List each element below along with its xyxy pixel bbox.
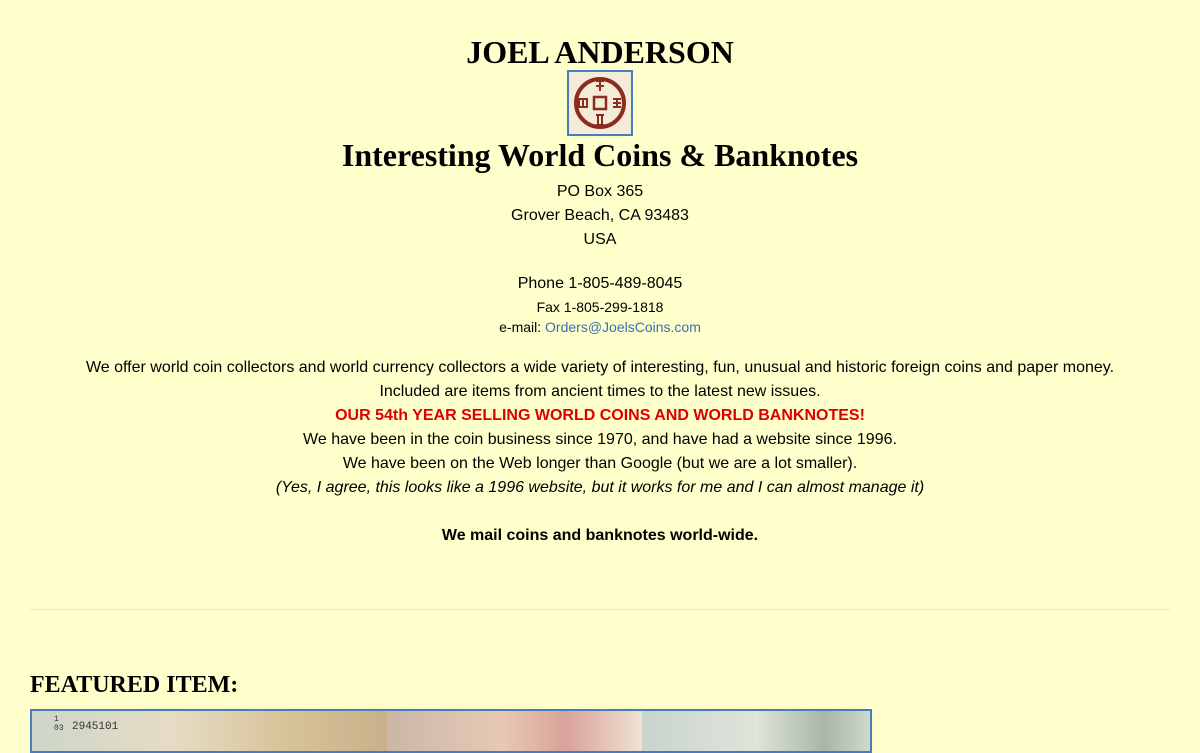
web-history: We have been on the Web longer than Google (but we are a lot smaller). xyxy=(342,455,858,472)
banknote-middle xyxy=(387,711,642,751)
banknote-right xyxy=(642,711,870,751)
featured-heading: FEATURED ITEM: xyxy=(30,672,239,698)
fax-number: Fax 1-805-299-1818 xyxy=(536,299,664,315)
coin-logo-image xyxy=(567,70,633,136)
site-title: JOEL ANDERSON xyxy=(466,34,734,70)
phone-number: Phone 1-805-489-8045 xyxy=(517,275,683,292)
site-tagline: Interesting World Coins & Banknotes xyxy=(341,137,859,173)
email-link[interactable]: Orders@JoelsCoins.com xyxy=(545,319,701,335)
featured-banknotes-image[interactable] xyxy=(30,709,872,753)
email-line xyxy=(0,316,1200,338)
banknote-fraction: 1 03 xyxy=(54,715,64,733)
intro-included: Included are items from ancient times to the latest new issues. xyxy=(379,383,821,400)
banknote-left xyxy=(32,711,387,751)
section-divider xyxy=(30,609,1170,610)
anniversary-highlight: OUR 54th YEAR SELLING WORLD COINS AND WORLD BANKNOTES! xyxy=(335,407,865,424)
intro-paragraph: We offer world coin collectors and world currency collectors a wide variety of interesting, fun, unusual and historic foreign coins and paper money. xyxy=(85,359,1115,376)
address-line-2: Grover Beach, CA 93483 xyxy=(511,207,689,224)
banknote-serial: 2945101 xyxy=(72,721,119,733)
worldwide-shipping: We mail coins and banknotes world-wide. xyxy=(441,527,759,544)
address-line-1: PO Box 365 xyxy=(556,183,644,200)
website-aside: (Yes, I agree, this looks like a 1996 website, but it works for me and I can almost manage it) xyxy=(275,479,925,496)
address-country: USA xyxy=(583,231,617,248)
business-history: We have been in the coin business since 1970, and have had a website since 1996. xyxy=(303,431,897,448)
email-label: e-mail: xyxy=(499,319,542,335)
